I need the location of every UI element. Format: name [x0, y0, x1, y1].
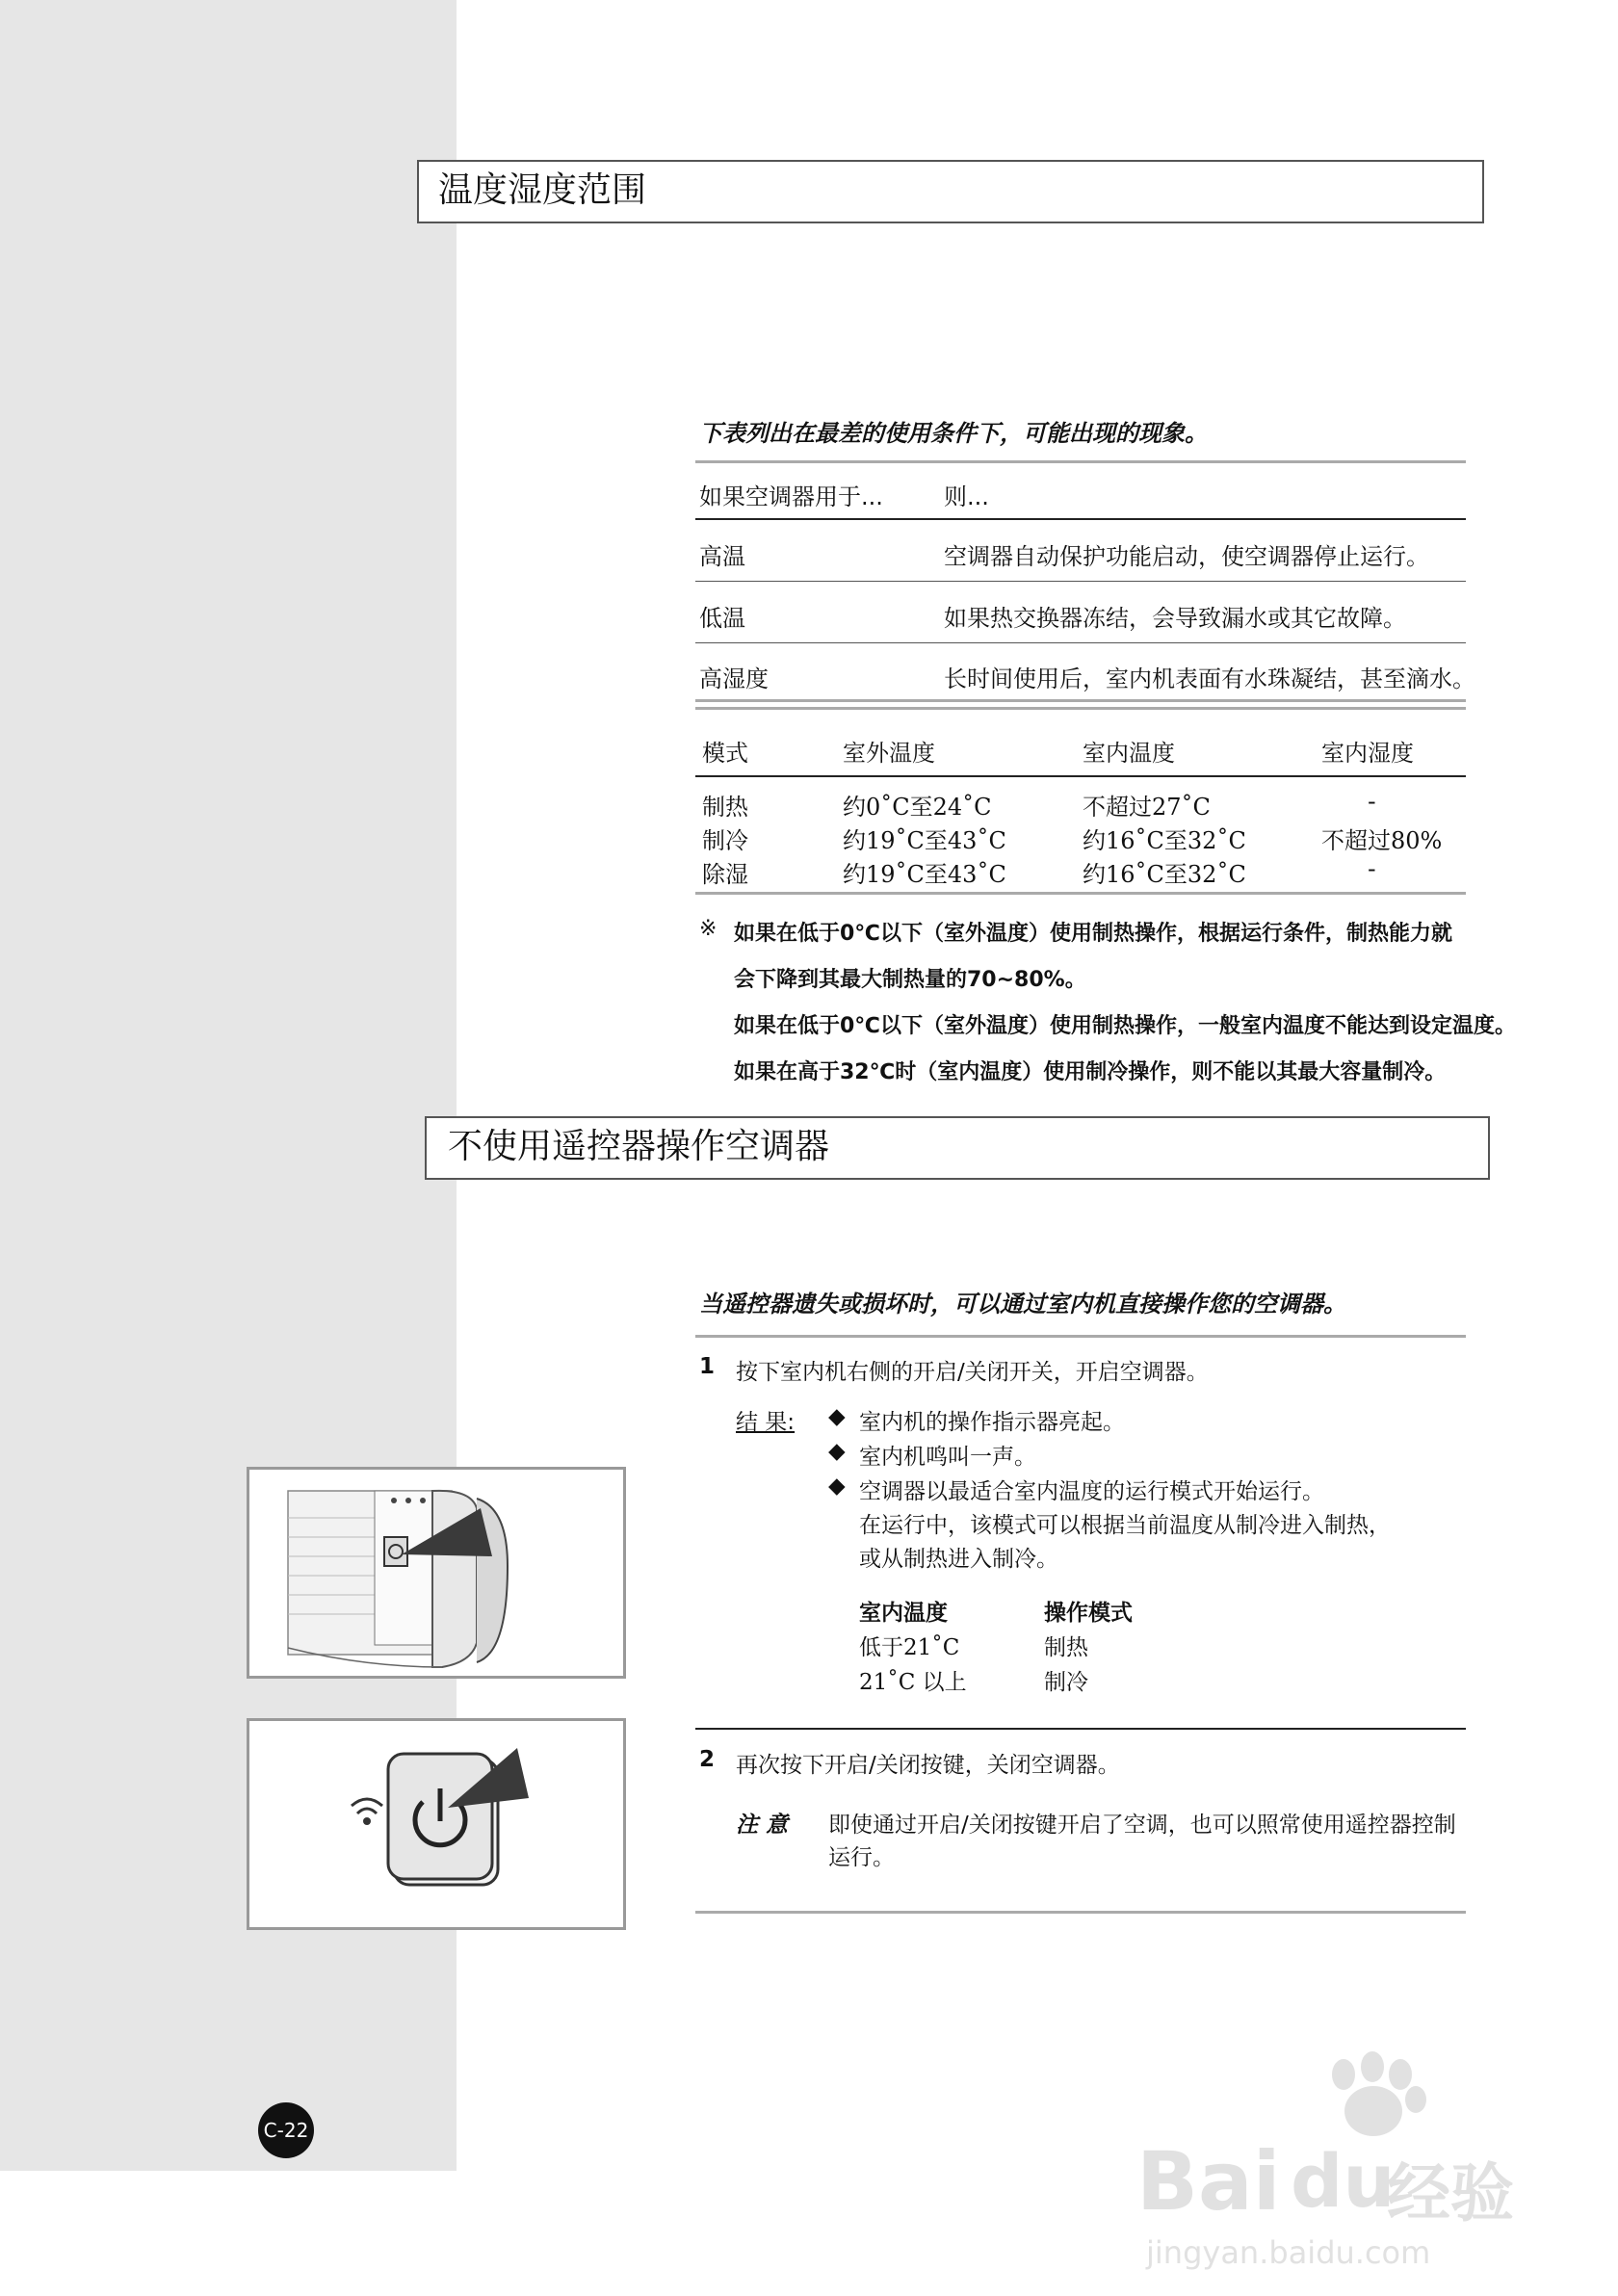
indoor-unit-illustration: [247, 1467, 626, 1679]
note-label: 注 意: [736, 1813, 789, 1838]
table-cell: 除湿: [702, 861, 748, 888]
table-cell: 约16˚C至32˚C: [1083, 861, 1246, 888]
divider: [695, 460, 1466, 463]
table-cell: 约19˚C至43˚C: [843, 861, 1006, 888]
mode-table-header: 操作模式: [1044, 1601, 1133, 1626]
mode-table-header: 室内温度: [859, 1601, 948, 1626]
note-line: 如果在高于32℃时（室内温度）使用制冷操作，则不能以其最大容量制冷。: [734, 1060, 1447, 1084]
divider: [695, 699, 1466, 702]
result-label: 结 果:: [736, 1410, 796, 1435]
table-header: 如果空调器用于...: [699, 483, 883, 510]
note-mark: ※: [699, 917, 718, 941]
table-cell: 如果热交换器冻结，会导致漏水或其它故障。: [944, 605, 1406, 632]
divider: [695, 581, 1466, 582]
table-header: 则...: [944, 483, 989, 510]
note-line: 如果在低于0℃以下（室外温度）使用制热操作，根据运行条件，制热能力就: [734, 922, 1452, 946]
divider: [695, 642, 1466, 643]
bullet-text: 室内机鸣叫一声。: [859, 1445, 1036, 1470]
section-intro: 当遥控器遗失或损坏时，可以通过室内机直接操作您的空调器。: [699, 1291, 1346, 1318]
table-cell: -: [1368, 788, 1376, 815]
section-intro: 下表列出在最差的使用条件下，可能出现的现象。: [699, 420, 1208, 447]
table-header: 室外温度: [843, 740, 935, 767]
table-header: 室内温度: [1083, 740, 1175, 767]
bullet-text: 空调器以最适合室内温度的运行模式开始运行。: [859, 1479, 1324, 1504]
mode-table-cell: 制热: [1044, 1635, 1088, 1660]
table-cell: 约16˚C至32˚C: [1083, 827, 1246, 854]
table-header: 室内湿度: [1321, 740, 1414, 767]
note-text: 即使通过开启/关闭按键开启了空调，也可以照常使用遥控器控制: [828, 1813, 1456, 1838]
bullet-continuation: 或从制热进入制冷。: [859, 1547, 1058, 1572]
step-number: 2: [699, 1747, 716, 1772]
indoor-unit-switch-icon: [249, 1470, 623, 1676]
mode-table-cell: 21˚C 以上: [859, 1670, 967, 1695]
section-header-no-remote: [425, 1116, 1490, 1180]
bullet-icon: ◆: [828, 1439, 846, 1464]
section-title: 温度湿度范围: [438, 170, 647, 210]
mode-table-cell: 制冷: [1044, 1670, 1088, 1695]
page-number: C-22: [258, 2102, 314, 2158]
bullet-text: 室内机的操作指示器亮起。: [859, 1410, 1125, 1435]
table-cell: 不超过80%: [1321, 827, 1443, 854]
table-header: 模式: [702, 740, 748, 767]
note-line: 如果在低于0℃以下（室外温度）使用制热操作，一般室内温度不能达到设定温度。: [734, 1014, 1516, 1038]
mode-table-cell: 低于21˚C: [859, 1635, 960, 1660]
power-button-icon: [249, 1721, 623, 1927]
table-cell: 低温: [699, 605, 745, 632]
table-cell: 高温: [699, 543, 745, 570]
table-cell: 约19˚C至43˚C: [843, 827, 1006, 854]
divider: [695, 775, 1466, 777]
bullet-continuation: 在运行中，该模式可以根据当前温度从制冷进入制热，: [859, 1513, 1391, 1538]
divider: [695, 1728, 1466, 1730]
baidu-watermark: [1136, 2042, 1522, 2273]
power-button-illustration: [247, 1718, 626, 1930]
baidu-brand-du: du: [1291, 2138, 1396, 2224]
divider: [695, 707, 1466, 710]
bullet-icon: ◆: [828, 1404, 846, 1429]
table-cell: 制热: [702, 794, 748, 821]
table-cell: 制冷: [702, 827, 748, 854]
table-cell: 高湿度: [699, 665, 769, 692]
section-header-temperature: [417, 160, 1484, 223]
baidu-url: jingyan.baidu.com: [1146, 2234, 1431, 2271]
divider: [695, 1335, 1466, 1338]
table-cell: 不超过27˚C: [1083, 794, 1211, 821]
table-cell: -: [1368, 855, 1376, 882]
divider: [695, 518, 1466, 520]
note-line: 会下降到其最大制热量的70~80%。: [734, 968, 1086, 992]
divider: [695, 1911, 1466, 1914]
step-number: 1: [699, 1354, 716, 1379]
divider: [695, 892, 1466, 895]
bullet-icon: ◆: [828, 1474, 846, 1499]
step-text: 按下室内机右侧的开启/关闭开关，开启空调器。: [736, 1360, 1209, 1385]
table-cell: 约0˚C至24˚C: [843, 794, 992, 821]
section-title: 不使用遥控器操作空调器: [448, 1127, 830, 1166]
step-text: 再次按下开启/关闭按键，关闭空调器。: [736, 1753, 1120, 1778]
baidu-brand: Bai: [1136, 2134, 1281, 2229]
note-text: 运行。: [828, 1845, 895, 1870]
baidu-jingyan: 经验: [1387, 2156, 1514, 2231]
table-cell: 长时间使用后，室内机表面有水珠凝结，甚至滴水。: [944, 665, 1475, 692]
table-cell: 空调器自动保护功能启动，使空调器停止运行。: [944, 543, 1429, 570]
